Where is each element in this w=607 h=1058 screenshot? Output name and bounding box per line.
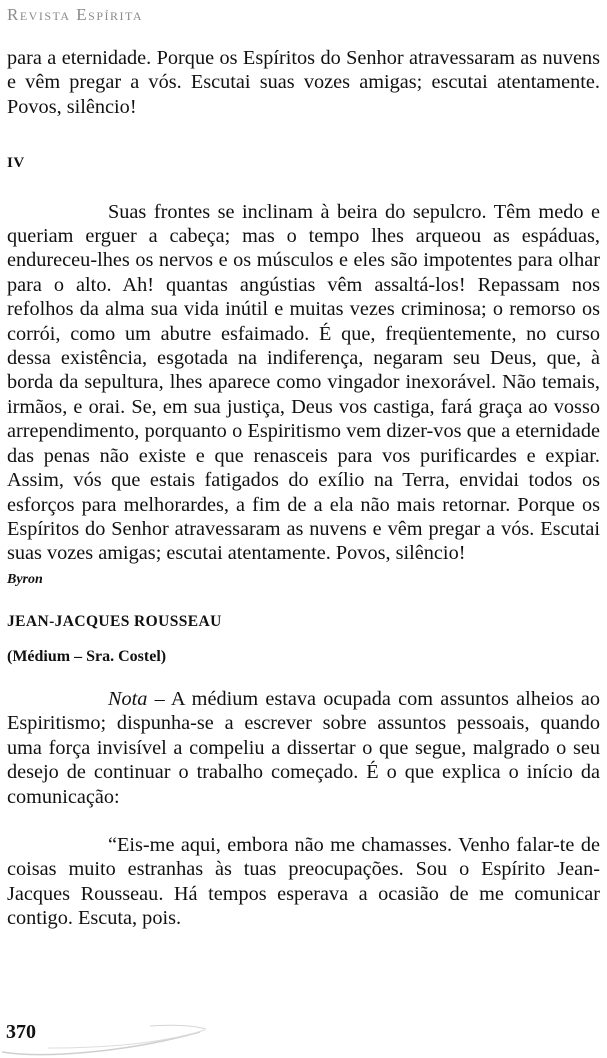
- section-number-heading: IV: [7, 155, 25, 172]
- spacer: [7, 669, 600, 687]
- opening-paragraph: para a eternidade. Porque os Espíritos do Senhor atravessaram as nuvens e vêm pregar a vós. Escutai suas vozes amigas; escutai atentamente. Povos, silêncio!: [7, 47, 600, 118]
- spacer: [7, 176, 600, 200]
- page-body: [7, 46, 600, 931]
- note-text: – A médium estava ocupada com assuntos alheios ao Espiritismo; dispunha-se a escrever sobre assuntos pessoais, quando uma força invisível a compeliu a dissertar o que segue, malgrado o seu desejo de continuar o trabalho começado. É o que explica o início da comunicação:: [7, 687, 600, 808]
- note-paragraph: [7, 687, 600, 809]
- spacer: [7, 809, 600, 833]
- spacer: [7, 119, 600, 151]
- note-label: Nota: [108, 687, 148, 710]
- spacer: [7, 592, 600, 610]
- running-header: Revista Espírita: [7, 5, 144, 24]
- author-signature: Byron: [7, 571, 43, 587]
- page-number: 370: [6, 1021, 36, 1043]
- spacer: [7, 635, 600, 645]
- section-paragraph: Suas frontes se inclinam à beira do sepulcro. Têm medo e queriam erguer a cabeça; mas o tempo lhes arqueou as espáduas, endureceu-lhes os nervos e os músculos e eles são impotentes para olhar para o alto. Ah! quantas angústias vêm assaltá-los! Repassam nos refolhos da alma sua vida inútil e muitas vezes criminosa; o remorso os corrói, como um abutre esfaimado. É que, freqüentemente, no curso dessa existência, esgotada na indiferença, negaram seu Deus, que, à borda da sepultura, lhes aparece como vingador inexorável. Não temais, irmãos, e orai. Se, em sua justiça, Deus vos castiga, fará graça ao vosso arrependimento, porquanto o Espiritismo vem dizer-vos que a eternidade das penas não existe e que renasceis para vos purificardes e expiar. Assim, vós que estais fatigados do exílio na Terra, envidai todos os esforços para melhorardes, a fim de a ela não mais retornar. Porque os Espíritos do Senhor atravessaram as nuvens e vêm pregar a vós. Escutai suas vozes amigas; escutai atentamente. Povos, silêncio!: [7, 200, 600, 565]
- communication-subtitle: (Médium – Sra. Costel): [7, 647, 167, 665]
- message-paragraph: “Eis-me aqui, embora não me chamasses. Venho falar-te de coisas muito estranhas às tuas preocupações. Sou o Espírito Jean-Jacques Rousseau. Há tempos esperava a ocasião de me comunicar contigo. Escuta, pois.: [7, 833, 600, 930]
- communication-title: JEAN-JACQUES ROUSSEAU: [7, 613, 222, 631]
